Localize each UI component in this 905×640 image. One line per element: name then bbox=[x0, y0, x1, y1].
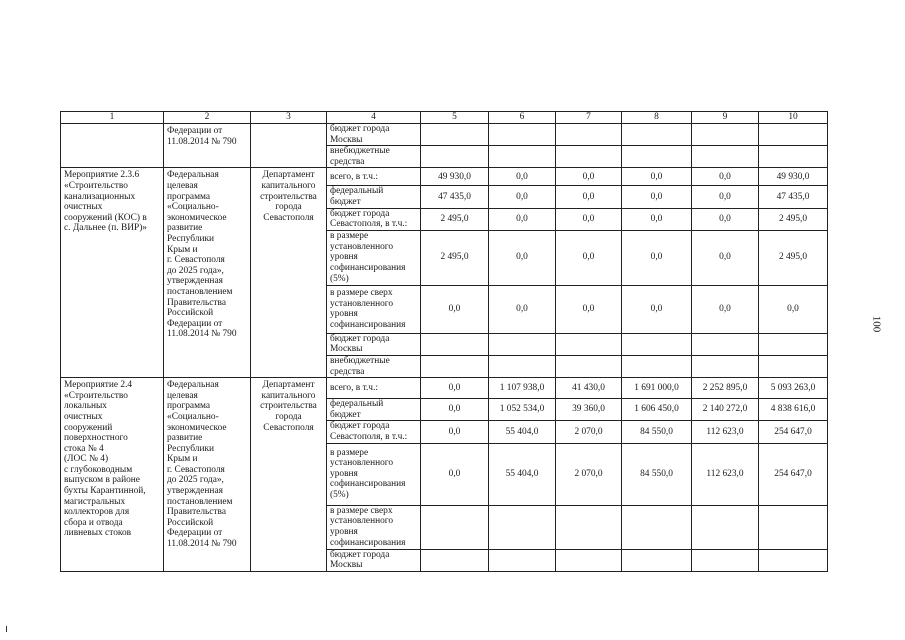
value-cell bbox=[489, 355, 556, 377]
value-cell bbox=[421, 549, 489, 571]
event-name-cell-text: Мероприятие 2.4 «Строительство локальных очистных сооружений поверхностного стока № 4 (ЛОС № 4) с глубоководным выпуском в районе бухты Карантинной, магистральных коллекторов для сбора и отвода ливневых стоков bbox=[64, 380, 146, 539]
value-cell: 2 070,0 bbox=[556, 421, 622, 443]
event-name-cell-text: Мероприятие 2.3.6 «Строительство канализационных очистных сооружений (КОС) в с. Дальнее (п. ВИР)» bbox=[64, 170, 147, 234]
value-cell bbox=[759, 549, 828, 571]
value-cell bbox=[759, 146, 828, 168]
value-cell: 0,0 bbox=[556, 186, 622, 208]
value-cell: 2 495,0 bbox=[421, 208, 489, 230]
value-cell bbox=[489, 549, 556, 571]
program-cell bbox=[164, 124, 251, 168]
value-cell bbox=[622, 124, 692, 146]
value-cell: 55 404,0 bbox=[489, 421, 556, 443]
value-cell: 39 360,0 bbox=[556, 399, 622, 421]
value-cell: 2 495,0 bbox=[759, 208, 828, 230]
funding-source-cell bbox=[327, 208, 421, 230]
value-cell: 0,0 bbox=[556, 168, 622, 186]
funding-source-cell-text: в размере сверх установленного уровня софинансирования bbox=[330, 505, 406, 548]
funding-source-cell bbox=[327, 230, 421, 285]
value-cell: 0,0 bbox=[759, 285, 828, 333]
value-cell: 4 838 616,0 bbox=[759, 399, 828, 421]
table-row bbox=[61, 378, 828, 399]
value-cell: 0,0 bbox=[622, 230, 692, 285]
value-cell bbox=[489, 146, 556, 168]
program-cell bbox=[164, 168, 251, 378]
value-cell: 2 070,0 bbox=[556, 443, 622, 505]
value-cell: 0,0 bbox=[692, 168, 759, 186]
header-cell: 3 bbox=[251, 112, 327, 124]
value-cell bbox=[759, 505, 828, 549]
funding-source-cell-text: бюджет города Москвы bbox=[330, 124, 390, 145]
value-cell bbox=[692, 549, 759, 571]
value-cell: 0,0 bbox=[692, 186, 759, 208]
program-cell bbox=[164, 378, 251, 572]
funding-source-cell bbox=[327, 421, 421, 443]
funding-source-cell-text: бюджет города Москвы bbox=[330, 333, 390, 355]
funding-source-cell bbox=[327, 355, 421, 377]
value-cell bbox=[622, 146, 692, 168]
value-cell: 0,0 bbox=[421, 421, 489, 443]
value-cell: 0,0 bbox=[421, 378, 489, 399]
funding-source-cell-text: бюджет города Севастополя, в т.ч.: bbox=[330, 208, 408, 230]
value-cell: 2 252 895,0 bbox=[692, 378, 759, 399]
value-cell: 0,0 bbox=[489, 208, 556, 230]
program-cell-text: Федеральная целевая программа «Социально- экономическое развитие Республики Крым и г. Севастополя до 2025 года», утвержденная постановлением Правительства Российской Федерации от 11.08.2014 № 790 bbox=[167, 380, 237, 550]
value-cell: 1 691 000,0 bbox=[622, 378, 692, 399]
funding-source-cell-text: внебюджетные средства bbox=[330, 146, 390, 167]
value-cell: 0,0 bbox=[622, 186, 692, 208]
value-cell: 0,0 bbox=[421, 285, 489, 333]
funding-source-cell-text: всего, в т.ч.: bbox=[330, 171, 378, 182]
value-cell bbox=[622, 549, 692, 571]
value-cell: 1 107 938,0 bbox=[489, 378, 556, 399]
value-cell: 112 623,0 bbox=[692, 421, 759, 443]
value-cell bbox=[421, 333, 489, 355]
value-cell bbox=[421, 505, 489, 549]
value-cell: 0,0 bbox=[421, 443, 489, 505]
header-cell: 9 bbox=[692, 112, 759, 124]
table-body bbox=[61, 112, 828, 572]
page-number: 100 bbox=[870, 315, 883, 333]
value-cell: 0,0 bbox=[556, 285, 622, 333]
program-cell-text: Федерации от 11.08.2014 № 790 bbox=[167, 126, 237, 147]
header-cell: 1 bbox=[61, 112, 164, 124]
value-cell: 84 550,0 bbox=[622, 421, 692, 443]
value-cell: 47 435,0 bbox=[759, 186, 828, 208]
header-cell: 10 bbox=[759, 112, 828, 124]
header-cell: 5 bbox=[421, 112, 489, 124]
value-cell: 254 647,0 bbox=[759, 443, 828, 505]
header-row bbox=[61, 112, 828, 124]
value-cell bbox=[421, 124, 489, 146]
event-name-cell bbox=[61, 124, 164, 168]
value-cell: 0,0 bbox=[692, 285, 759, 333]
value-cell: 0,0 bbox=[622, 208, 692, 230]
value-cell: 2 495,0 bbox=[421, 230, 489, 285]
value-cell: 0,0 bbox=[556, 230, 622, 285]
value-cell: 0,0 bbox=[556, 208, 622, 230]
value-cell bbox=[759, 124, 828, 146]
budget-table bbox=[60, 111, 828, 572]
funding-source-cell bbox=[327, 333, 421, 355]
value-cell: 47 435,0 bbox=[421, 186, 489, 208]
table-row bbox=[61, 168, 828, 186]
value-cell: 1 052 534,0 bbox=[489, 399, 556, 421]
program-cell-text: Федеральная целевая программа «Социально- экономическое развитие Республики Крым и г. Севастополя до 2025 года», утвержденная постановлением Правительства Российской Федерации от 11.08.2014 № 790 bbox=[167, 170, 237, 340]
value-cell: 2 140 272,0 bbox=[692, 399, 759, 421]
value-cell: 0,0 bbox=[489, 230, 556, 285]
funding-source-cell-text: внебюджетные средства bbox=[330, 355, 390, 377]
value-cell bbox=[622, 505, 692, 549]
value-cell: 0,0 bbox=[489, 285, 556, 333]
value-cell bbox=[489, 333, 556, 355]
table-row bbox=[61, 124, 828, 146]
event-name-cell bbox=[61, 168, 164, 378]
value-cell bbox=[556, 124, 622, 146]
value-cell bbox=[692, 146, 759, 168]
executor-cell-text: Департамент капитального строительства города Севастополя bbox=[260, 380, 317, 433]
funding-source-cell-text: в размере установленного уровня софинансирования (5%) bbox=[330, 447, 406, 500]
executor-cell bbox=[251, 168, 327, 378]
value-cell bbox=[421, 355, 489, 377]
value-cell: 254 647,0 bbox=[759, 421, 828, 443]
value-cell: 0,0 bbox=[421, 399, 489, 421]
header-cell: 2 bbox=[164, 112, 251, 124]
value-cell: 41 430,0 bbox=[556, 378, 622, 399]
value-cell: 0,0 bbox=[692, 208, 759, 230]
value-cell bbox=[759, 355, 828, 377]
header-cell: 4 bbox=[327, 112, 421, 124]
executor-cell-text: Департамент капитального строительства города Севастополя bbox=[260, 170, 317, 223]
value-cell bbox=[556, 549, 622, 571]
value-cell: 49 930,0 bbox=[759, 168, 828, 186]
funding-source-cell bbox=[327, 505, 421, 549]
value-cell bbox=[556, 146, 622, 168]
funding-source-cell bbox=[327, 378, 421, 399]
value-cell: 1 606 450,0 bbox=[622, 399, 692, 421]
value-cell bbox=[556, 333, 622, 355]
funding-source-cell-text: федеральный бюджет bbox=[330, 186, 384, 207]
scan-mark bbox=[6, 626, 7, 632]
funding-source-cell-text: в размере установленного уровня софинансирования (5%) bbox=[330, 231, 406, 284]
header-cell: 7 bbox=[556, 112, 622, 124]
funding-source-cell-text: бюджет города Москвы bbox=[330, 549, 390, 571]
funding-source-cell-text: бюджет города Севастополя, в т.ч.: bbox=[330, 421, 408, 442]
funding-source-cell bbox=[327, 549, 421, 571]
value-cell bbox=[622, 355, 692, 377]
value-cell bbox=[622, 333, 692, 355]
value-cell: 0,0 bbox=[692, 230, 759, 285]
value-cell bbox=[421, 146, 489, 168]
value-cell bbox=[692, 124, 759, 146]
value-cell bbox=[692, 333, 759, 355]
value-cell: 0,0 bbox=[489, 168, 556, 186]
value-cell: 0,0 bbox=[622, 285, 692, 333]
funding-source-cell bbox=[327, 285, 421, 333]
funding-source-cell-text: федеральный бюджет bbox=[330, 399, 384, 420]
funding-source-cell bbox=[327, 146, 421, 168]
executor-cell bbox=[251, 378, 327, 572]
value-cell bbox=[692, 355, 759, 377]
executor-cell bbox=[251, 124, 327, 168]
header-cell: 8 bbox=[622, 112, 692, 124]
funding-source-cell bbox=[327, 186, 421, 208]
value-cell: 0,0 bbox=[622, 168, 692, 186]
funding-source-cell-text: в размере сверх установленного уровня софинансирования bbox=[330, 288, 406, 330]
value-cell: 84 550,0 bbox=[622, 443, 692, 505]
funding-source-cell bbox=[327, 443, 421, 505]
funding-source-cell bbox=[327, 168, 421, 186]
value-cell bbox=[692, 505, 759, 549]
event-name-cell bbox=[61, 378, 164, 572]
value-cell: 55 404,0 bbox=[489, 443, 556, 505]
funding-source-cell-text: всего, в т.ч.: bbox=[330, 382, 378, 393]
value-cell bbox=[759, 333, 828, 355]
value-cell bbox=[556, 505, 622, 549]
header-cell: 6 bbox=[489, 112, 556, 124]
funding-source-cell bbox=[327, 399, 421, 421]
value-cell: 2 495,0 bbox=[759, 230, 828, 285]
funding-source-cell bbox=[327, 124, 421, 146]
value-cell bbox=[489, 505, 556, 549]
value-cell: 112 623,0 bbox=[692, 443, 759, 505]
value-cell bbox=[489, 124, 556, 146]
value-cell: 0,0 bbox=[489, 186, 556, 208]
value-cell: 5 093 263,0 bbox=[759, 378, 828, 399]
value-cell bbox=[556, 355, 622, 377]
value-cell: 49 930,0 bbox=[421, 168, 489, 186]
